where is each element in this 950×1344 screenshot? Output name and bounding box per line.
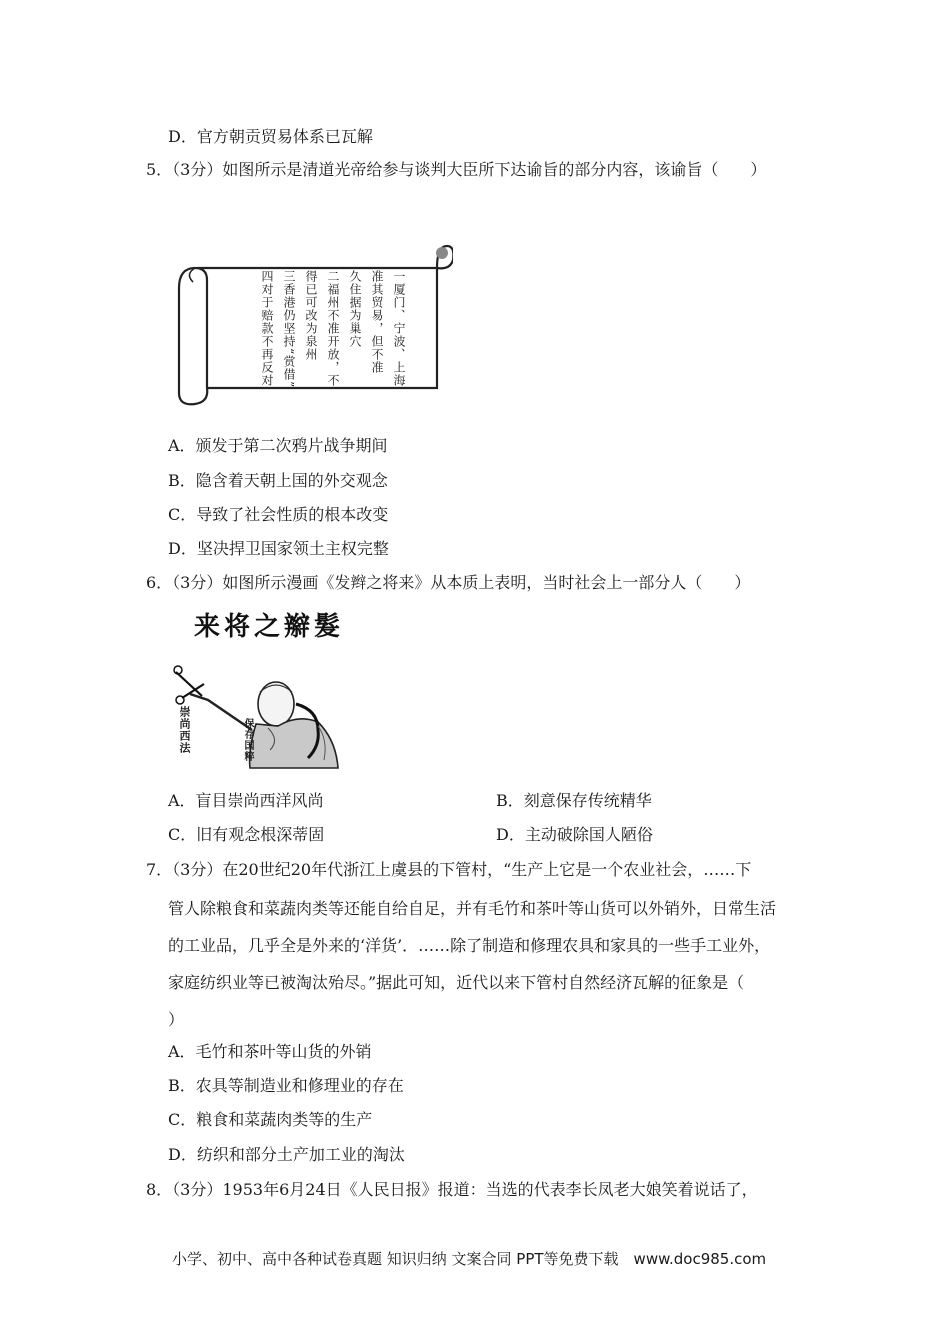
question-7-line-5: ） [168, 1010, 185, 1029]
q7-option-b: B．农具等制造业和修理业的存在 [168, 1076, 404, 1095]
cartoon-title: 来将之辮髮 [194, 612, 345, 642]
question-6-stem: 6．（3分）如图所示漫画《发辫之将来》从本质上表明，当时社会上一部分人（ ） [146, 573, 751, 592]
option-d-previous: D．官方朝贡贸易体系已瓦解 [168, 127, 373, 146]
q6-option-c: C．旧有观念根深蒂固 [168, 825, 325, 844]
scroll-column-7: 四对于赔款不再反对 [260, 270, 274, 387]
q6-option-b: B．刻意保存传统精华 [496, 791, 652, 810]
page-footer: 小学、初中、高中各种试卷真题 知识归纳 文案合同 PPT等免费下载 www.doc985.com [172, 1250, 767, 1268]
q7-option-a: A．毛竹和茶叶等山货的外销 [168, 1042, 372, 1061]
question-7-line-1: 7．（3分）在20世纪20年代浙江上虞县的下管村，“生产上它是一个农业社会，……下 [146, 860, 752, 879]
question-7-line-4: 家庭纺织业等已被淘汰殆尽。”据此可知，近代以来下管村自然经济瓦解的征象是（ [168, 973, 745, 992]
scroll-column-2: 准其贸易，但不准 [370, 270, 384, 374]
q7-option-c: C．粮食和菜蔬肉类等的生产 [168, 1110, 373, 1129]
question-7-line-2: 管人除粮食和菜蔬肉类等还能自给自足，并有毛竹和茶叶等山货可以外销外，日常生活 [168, 899, 777, 918]
scroll-column-1: 一厦门、宁波、上海 [392, 270, 406, 387]
q5-option-c: C．导致了社会性质的根本改变 [168, 505, 389, 524]
scroll-column-6: 三香港仍坚持“赏借” [282, 270, 296, 389]
question-8-stem: 8．（3分）1953年6月24日《人民日报》报道：当选的代表李长凤老大娘笑着说话了， [146, 1180, 758, 1199]
scroll-column-4: 二福州不准开放，不 [326, 270, 340, 387]
queue-cartoon-image [168, 600, 378, 770]
question-5-stem: 5．（3分）如图所示是清道光帝给参与谈判大臣所下达谕旨的部分内容，该谕旨（ ） [146, 160, 767, 179]
scroll-column-5: 得已可改为泉州 [304, 270, 318, 361]
q6-option-d: D．主动破除国人陋俗 [496, 825, 653, 844]
question-7-line-3: 的工业品，几乎全是外来的‘洋货’．……除了制造和修理农具和家具的一些手工业外， [168, 936, 771, 955]
q6-option-a: A．盲目崇尚西洋风尚 [168, 791, 324, 810]
q5-option-b: B．隐含着天朝上国的外交观念 [168, 471, 388, 490]
scroll-text-columns [228, 270, 408, 390]
q5-option-a: A．颁发于第二次鸦片战争期间 [168, 436, 388, 455]
cartoon-label-national: 保存国粹 [242, 718, 253, 762]
scroll-column-3: 久住据为巢穴 [348, 270, 362, 348]
q5-option-d: D．坚决捍卫国家领土主权完整 [168, 539, 389, 558]
q7-option-d: D．纺织和部分土产加工业的淘汰 [168, 1145, 405, 1164]
cartoon-label-western: 崇尚西法 [178, 706, 191, 754]
